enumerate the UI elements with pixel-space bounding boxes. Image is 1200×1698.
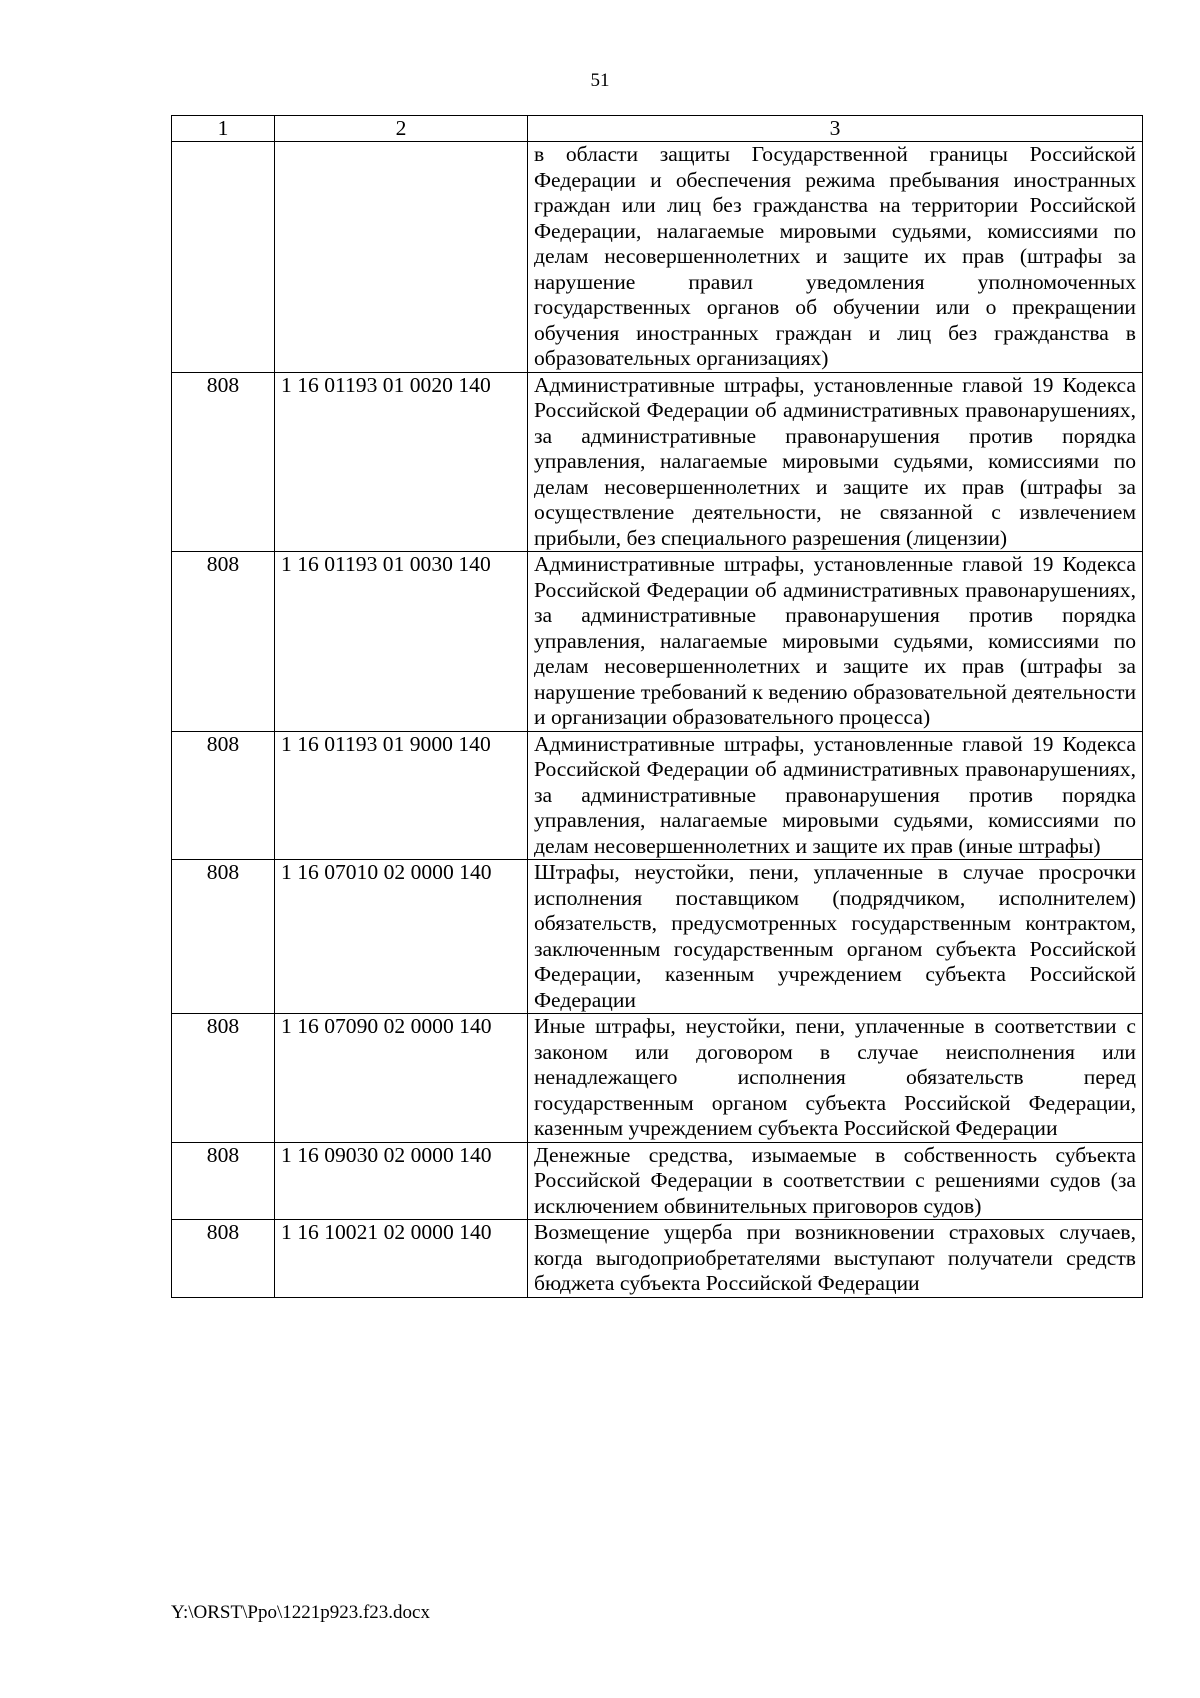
admin-code-cell (172, 142, 275, 373)
description-cell: Денежные средства, изымаемые в собственность субъекта Российской Федерации в соответствии с решениями судов (за исключением обвинительных приговоров судов) (528, 1142, 1143, 1220)
description-cell: Возмещение ущерба при возникновении страховых случаев, когда выгодоприобретателями выступают получатели средств бюджета субъекта Российской Федерации (528, 1220, 1143, 1298)
header-col-2: 2 (275, 116, 528, 142)
budget-code-cell: 1 16 10021 02 0000 140 (275, 1220, 528, 1298)
page-number: 51 (590, 70, 610, 91)
table-row (172, 1142, 1143, 1220)
admin-code-cell: 808 (172, 1014, 275, 1143)
budget-code-cell: 1 16 01193 01 0020 140 (275, 372, 528, 552)
budget-code-cell: 1 16 07090 02 0000 140 (275, 1014, 528, 1143)
table-row (172, 372, 1143, 552)
footer-file-path: Y:\ORST\Ppo\1221p923.f23.docx (171, 1602, 430, 1623)
table-row (172, 142, 1143, 373)
admin-code-cell: 808 (172, 731, 275, 860)
header-col-1: 1 (172, 116, 275, 142)
budget-code-cell: 1 16 01193 01 9000 140 (275, 731, 528, 860)
admin-code-cell: 808 (172, 860, 275, 1014)
admin-code-cell: 808 (172, 1142, 275, 1220)
description-cell: в области защиты Государственной границы Российской Федерации и обеспечения режима пребывания иностранных граждан или лиц без гражданства на территории Российской Федерации, налагаемые мировыми судьями, комиссиями по делам несовершеннолетних и защите их прав (штрафы за нарушение правил уведомления уполномоченных государственных органов об обучении или о прекращении обучения иностранных граждан и лиц без гражданства в образовательных организациях) (528, 142, 1143, 373)
budget-code-cell: 1 16 01193 01 0030 140 (275, 552, 528, 732)
description-cell: Административные штрафы, установленные главой 19 Кодекса Российской Федерации об административных правонарушениях, за административные правонарушения против порядка управления, налагаемые мировыми судьями, комиссиями по делам несовершеннолетних и защите их прав (иные штрафы) (528, 731, 1143, 860)
budget-code-cell (275, 142, 528, 373)
budget-code-cell: 1 16 09030 02 0000 140 (275, 1142, 528, 1220)
budget-code-cell: 1 16 07010 02 0000 140 (275, 860, 528, 1014)
table-header-row (172, 116, 1143, 142)
table-row (172, 731, 1143, 860)
description-cell: Административные штрафы, установленные главой 19 Кодекса Российской Федерации об административных правонарушениях, за административные правонарушения против порядка управления, налагаемые мировыми судьями, комиссиями по делам несовершеннолетних и защите их прав (штрафы за нарушение требований к ведению образовательной деятельности и организации образовательного процесса) (528, 552, 1143, 732)
table-row (172, 1220, 1143, 1298)
description-cell: Административные штрафы, установленные главой 19 Кодекса Российской Федерации об административных правонарушениях, за административные правонарушения против порядка управления, налагаемые мировыми судьями, комиссиями по делам несовершеннолетних и защите их прав (штрафы за осуществление деятельности, не связанной с извлечением прибыли, без специального разрешения (лицензии) (528, 372, 1143, 552)
budget-code-table (171, 115, 1143, 1298)
description-cell: Штрафы, неустойки, пени, уплаченные в случае просрочки исполнения поставщиком (подрядчиком, исполнителем) обязательств, предусмотренных государственным контрактом, заключенным государственным органом субъекта Российской Федерации, казенным учреждением субъекта Российской Федерации (528, 860, 1143, 1014)
description-cell: Иные штрафы, неустойки, пени, уплаченные в соответствии с законом или договором в случае неисполнения или ненадлежащего исполнения обязательств перед государственным органом субъекта Российской Федерации, казенным учреждением субъекта Российской Федерации (528, 1014, 1143, 1143)
table-row (172, 860, 1143, 1014)
admin-code-cell: 808 (172, 372, 275, 552)
admin-code-cell: 808 (172, 1220, 275, 1298)
table-row (172, 552, 1143, 732)
table-row (172, 1014, 1143, 1143)
admin-code-cell: 808 (172, 552, 275, 732)
header-col-3: 3 (528, 116, 1143, 142)
